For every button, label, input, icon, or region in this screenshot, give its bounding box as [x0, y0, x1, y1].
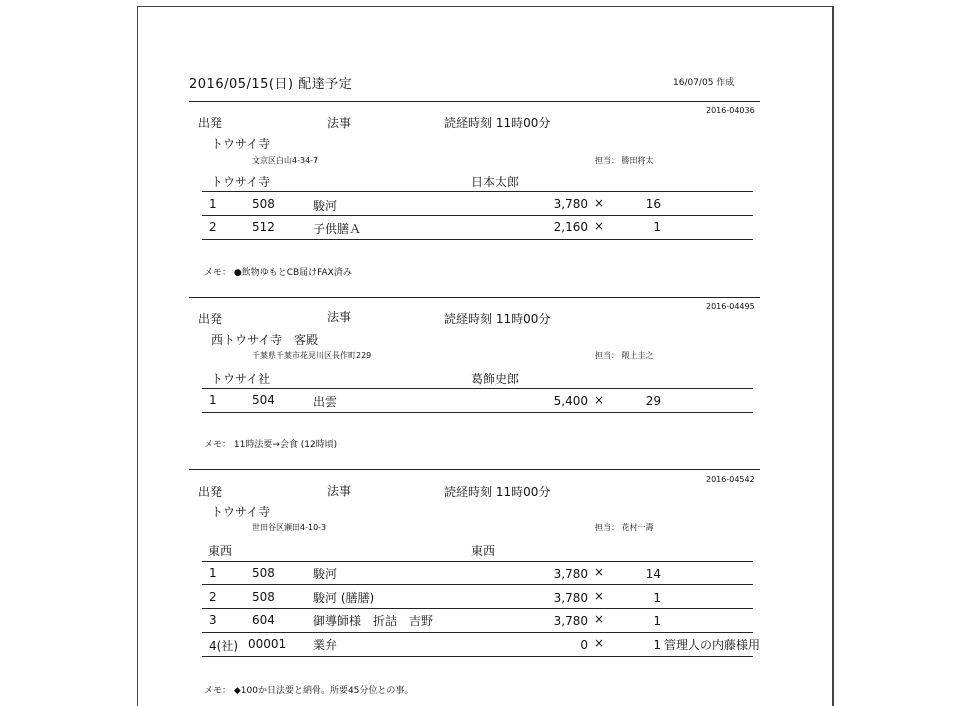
block-separator	[189, 101, 760, 102]
item-code: 604	[252, 613, 275, 627]
times-sign: ×	[594, 636, 605, 650]
item-qty: 1	[653, 638, 661, 652]
report-sheet	[137, 6, 834, 706]
memo: メモ： 11時法要→会食 (12時頃)	[204, 440, 338, 450]
order-number: 2016-04542	[706, 475, 755, 484]
client-left: トウサイ寺	[211, 175, 271, 189]
depart-label: 出発	[198, 485, 223, 499]
row-line	[202, 412, 753, 413]
memo: メモ： ●飲物ゆもとCB届けFAX済み	[204, 268, 352, 278]
item-price: 0	[580, 638, 588, 652]
item-qty: 16	[645, 197, 661, 211]
item-code: 508	[252, 197, 275, 211]
block-separator	[189, 297, 760, 298]
times-sign: ×	[594, 612, 605, 626]
item-name: 駿河 (膳膳)	[313, 591, 375, 605]
row-line	[202, 239, 753, 240]
item-code: 504	[252, 393, 275, 407]
row-line	[202, 608, 753, 609]
staff-name: 担当： 勝田将太	[595, 156, 654, 165]
venue-name: 西トウサイ寺 客殿	[211, 333, 319, 347]
depart-label: 出発	[198, 312, 223, 326]
venue-address: 世田谷区瀬田4-10-3	[252, 523, 327, 532]
staff-name: 担当： 隈上圭之	[595, 351, 654, 360]
venue-name: トウサイ寺	[211, 505, 271, 519]
item-no: 1	[209, 197, 217, 211]
row-line	[202, 584, 753, 585]
item-code: 512	[252, 220, 275, 234]
item-code: 00001	[248, 637, 287, 651]
item-price: 3,780	[553, 567, 588, 581]
item-code: 508	[252, 566, 275, 580]
item-no: 2	[209, 590, 217, 604]
client-right: 東西	[471, 544, 496, 558]
item-code: 508	[252, 590, 275, 604]
item-qty: 29	[645, 394, 661, 408]
item-price: 3,780	[553, 591, 588, 605]
row-line	[202, 191, 753, 192]
item-qty: 1	[653, 614, 661, 628]
row-line	[202, 388, 753, 389]
event-label: 法事	[327, 310, 352, 324]
item-qty: 1	[653, 220, 661, 234]
item-name: 駿河	[313, 567, 338, 581]
event-label: 法事	[327, 116, 352, 130]
event-label: 法事	[327, 484, 352, 498]
block-separator	[189, 469, 760, 470]
times-sign: ×	[594, 393, 605, 407]
item-no: 1	[209, 393, 217, 407]
times-sign: ×	[594, 589, 605, 603]
item-name: 御導師様 折詰 吉野	[313, 614, 434, 628]
client-left: トウサイ社	[211, 372, 271, 386]
item-qty: 1	[653, 591, 661, 605]
venue-name: トウサイ寺	[211, 137, 271, 151]
order-number: 2016-04495	[706, 302, 755, 311]
row-line	[202, 656, 753, 657]
client-right: 葛飾史郎	[471, 372, 520, 386]
reading-time: 読経時刻 11時00分	[444, 312, 551, 326]
report-title: 2016/05/15(日) 配達予定	[189, 77, 353, 92]
item-no: 1	[209, 566, 217, 580]
times-sign: ×	[594, 219, 605, 233]
client-right: 日本太郎	[471, 175, 520, 189]
item-no: 2	[209, 220, 217, 234]
item-name: 業弁	[313, 638, 338, 652]
item-name: 子供膳Ａ	[313, 222, 362, 236]
item-price: 3,780	[553, 197, 588, 211]
item-price: 3,780	[553, 614, 588, 628]
item-note: 管理人の内藤様用	[664, 638, 761, 652]
times-sign: ×	[594, 565, 605, 579]
times-sign: ×	[594, 196, 605, 210]
order-number: 2016-04036	[706, 106, 755, 115]
item-price: 2,160	[553, 220, 588, 234]
venue-address: 千葉県千葉市花見川区長作町229	[252, 351, 372, 360]
row-line	[202, 632, 753, 633]
venue-address: 文京区白山4-34-7	[252, 156, 319, 165]
staff-name: 担当： 花村一壽	[595, 523, 654, 532]
item-no: 3	[209, 613, 217, 627]
reading-time: 読経時刻 11時00分	[444, 116, 551, 130]
memo: メモ： ◆100か日法要と納骨。所要45分位との事。	[204, 686, 414, 696]
item-name: 出雲	[313, 395, 338, 409]
row-line	[202, 215, 753, 216]
reading-time: 読経時刻 11時00分	[444, 485, 551, 499]
item-price: 5,400	[553, 394, 588, 408]
row-line	[202, 561, 753, 562]
item-name: 駿河	[313, 199, 338, 213]
created-date: 16/07/05 作成	[673, 78, 735, 88]
depart-label: 出発	[198, 116, 223, 130]
client-left: 東西	[208, 544, 233, 558]
item-qty: 14	[645, 567, 661, 581]
item-no: 4(社)	[209, 639, 238, 653]
